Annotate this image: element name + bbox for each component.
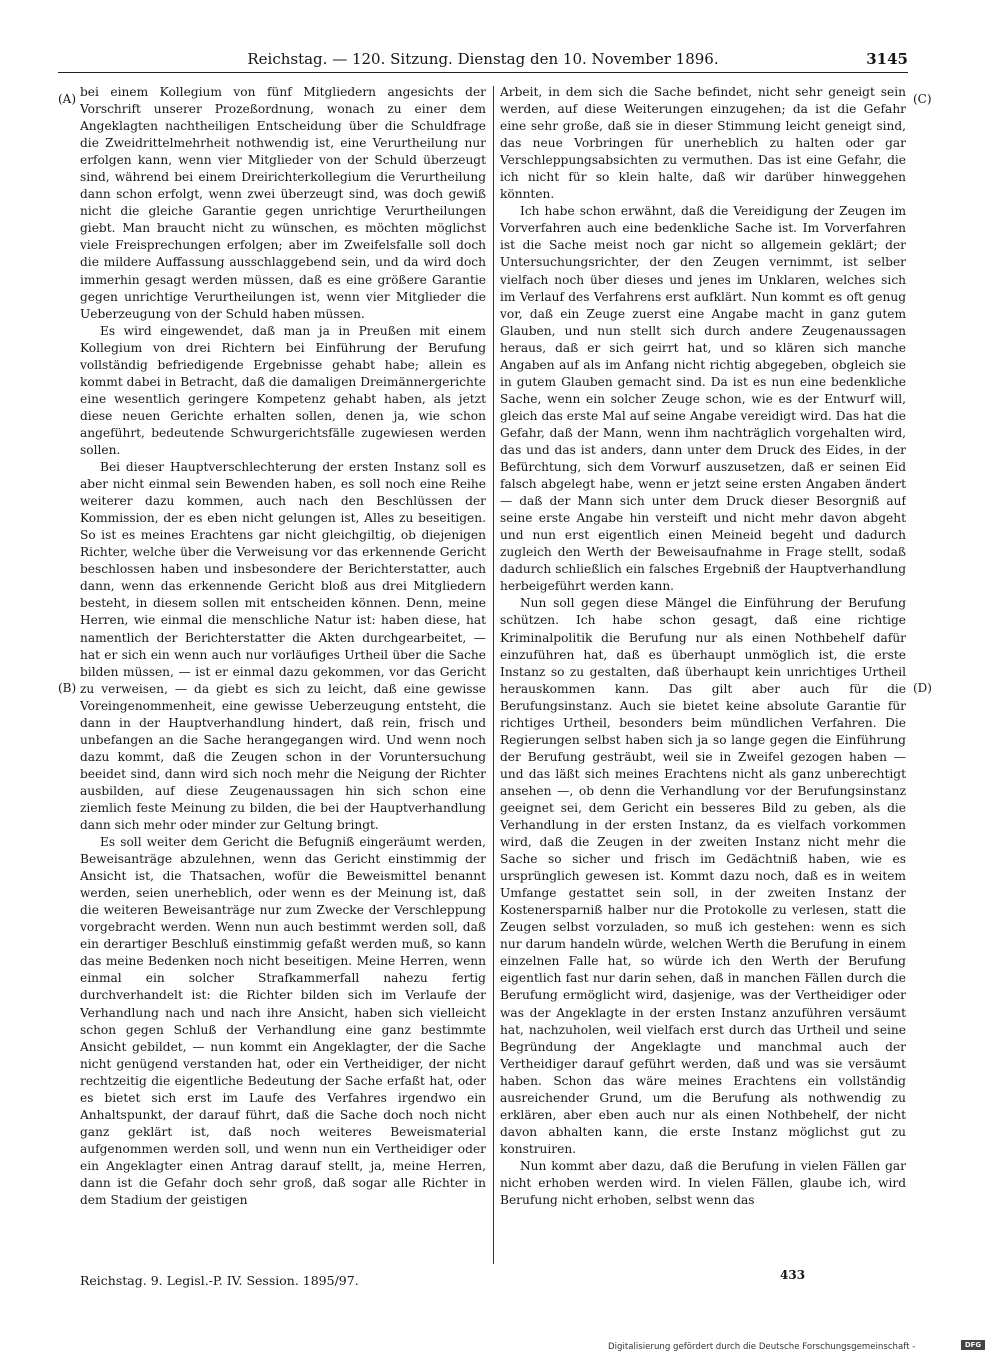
sheet-number: 433 [780,1268,806,1282]
left-text-column [80,84,486,1274]
paragraph: Nun soll gegen diese Mängel die Einführung der Berufung schützen. Ich habe schon gesagt, daß eine richtige Kriminalpolitik die Berufung nur als einen Nothbehelf dafür einzuführen hat, daß es überhaupt unmöglich ist, die erste Instanz so zu gestalten, daß überhaupt kein unrichtiges Urtheil herauskommen kann. Das gilt aber auch für die Berufungsinstanz. Auch sie bietet keine absolute Garantie für richtiges Urtheil, besonders beim mündlichen Verfahren. Die Regierungen selbst haben sich ja so lange gegen die Einführung der Berufung gesträubt, weil sie in Zweifel gezogen haben — und das läßt sich meines Erachtens nicht als ganz unberechtigt ansehen —, ob denn die Verhandlung vor der Berufungsinstanz geeignet sei, dem Gericht ein besseres Bild zu geben, als die Verhandlung in der ersten Instanz, da es vielfach vorkommen wird, daß die Zeugen in der zweiten Instanz nicht mehr die Sache so sicher und frisch im Gedächtniß haben, wie es ursprünglich gewesen ist. Kommt dazu noch, daß es in weitem Umfange gestattet sein soll, in der zweiten Instanz der Kostenersparniß halber nur die Protokolle zu verlesen, statt die Zeugen selbst vorzuladen, so muß ich gestehen: wenn es sich nur darum handeln würde, welchen Werth die Berufung in einem einzelnen Falle hat, so würde ich den Werth der Berufung eigentlich fast nur darin sehen, daß in manchen Fällen durch die Berufung ermöglicht wird, dasjenige, was der Vertheidiger oder was der Angeklagte in der ersten Instanz anzuführen versäumt hat, nachzuholen, weil vielfach erst durch das Urtheil und seine Begründung der Angeklagte und manchmal auch der Vertheidiger darauf geführt werden, daß und was sie versäumt haben. Schon das wäre meines Erachtens ein vollständig ausreichender Grund, um die Berufung als nothwendig zu erklären, aber eben auch nur als einen Nothbehelf, der nicht davon abhalten kann, die erste Instanz möglichst gut zu konstruiren. [500,596,906,1156]
page-number: 3145 [866,50,908,68]
margin-marker-b: (B) [58,681,77,695]
margin-marker-d: (D) [913,681,932,695]
paragraph: Nun kommt aber dazu, daß die Berufung in vielen Fällen gar nicht erhoben werden wird. In vielen Fällen, glaube ich, wird Berufung nicht erhoben, selbst wenn das [500,1158,906,1208]
paragraph: Es wird eingewendet, daß man ja in Preußen mit einem Kollegium von drei Richtern bei Einführung der Berufung vollständig befriedigende Ergebnisse gehabt habe; allein es kommt dabei in Betracht, daß die damaligen Dreimännergerichte eine wesentlich geringere Kompetenz gehabt haben, als jetzt diese neuen Gerichte erhalten sollen, denen ja, wie schon angeführt, bedeutende Schwurgerichtsfälle zugewiesen werden sollen. [80,323,486,457]
paragraph: bei einem Kollegium von fünf Mitgliedern angesichts der Vorschrift unserer Prozeßordnung, wonach zu einer dem Angeklagten nachtheiligen Entscheidung über die Schuldfrage die Zweidrittelmehrheit nothwendig ist, eine Verurtheilung nur erfolgen kann, wenn vier Mitglieder von der Schuld überzeugt sind, während bei einem Dreirichterkollegium die Verurtheilung dann schon erfolgt, wenn zwei überzeugt sind, was doch gewiß nicht die gleiche Garantie gegen unrichtige Verurtheilungen giebt. Man braucht nicht zu wünschen, es möchten möglichst viele Freisprechungen erfolgen; aber im Zweifelsfalle soll doch die mildere Auffassung ausschlaggebend sein, und da wird doch immerhin gesagt werden müssen, daß es eine größere Garantie gegen unrichtige Verurtheilungen ist, wenn vier Mitglieder die Ueberzeugung von der Schuld haben müssen. [80,85,486,321]
digitization-note: Digitalisierung gefördert durch die Deutsche Forschungsgemeinschaft - [608,1342,916,1352]
paragraph: Es soll weiter dem Gericht die Befugniß eingeräumt werden, Beweisanträge abzulehnen, wenn das Gericht einstimmig der Ansicht ist, die Thatsachen, wofür die Beweismittel benannt werden, seien unerheblich, oder wenn es der Meinung ist, daß die weiteren Beweisanträge nur zum Zwecke der Verschleppung vorgebracht werden. Wenn nun auch bestimmt werden soll, daß ein derartiger Beschluß einstimmig gefaßt werden muß, so kann das meine Bedenken noch nicht beseitigen. Meine Herren, wenn einmal ein solcher Strafkammerfall nahezu fertig durchverhandelt ist: die Richter bilden sich im Verlaufe der Verhandlung nach und nach ihre Ansicht, haben sich vielleicht schon gegen Schluß der Verhandlung eine ganz bestimmte Ansicht gebildet, — nun kommt ein Angeklagter, der die Sache nicht genügend verstanden hat, oder ein Vertheidiger, der nicht rechtzeitig die eigentliche Bedeutung der Sache erfaßt hat, oder es bietet sich erst im Laufe des Verfahres irgendwo ein Anhaltspunkt, der darauf führt, daß die Sache doch noch nicht ganz geklärt ist, daß noch weiteres Beweismaterial aufgenommen werden soll, und wenn nun ein Vertheidiger oder ein Angeklagter einen Antrag darauf stellt, ja, meine Herren, dann ist die Gefahr doch sehr groß, daß sogar alle Richter in dem Stadium der geistigen [80,835,486,1208]
column-divider [493,86,494,1264]
footer-citation: Reichstag. 9. Legisl.-P. IV. Session. 1895/97. [80,1273,359,1288]
page-header [58,50,908,73]
right-text-column [500,84,906,1274]
paragraph: Ich habe schon erwähnt, daß die Vereidigung der Zeugen im Vorverfahren auch eine bedenkliche Sache ist. Im Vorverfahren ist die Sache meist noch gar nicht so allgemein geklärt; der Untersuchungsrichter, der den Zeugen vernimmt, ist selber vielfach noch über dieses und jenes im Unklaren, welches sich im Verlauf des Verfahrens erst aufklärt. Nun kommt es oft genug vor, daß ein Zeuge zuerst eine Angabe macht in ganz gutem Glauben, und nun stellt sich durch andere Zeugenaussagen heraus, daß er sich geirrt hat, und so klären sich manche Angaben auf als im Anfang nicht richtig abgegeben, obgleich sie in gutem Glauben gemacht sind. Da ist es nun eine bedenkliche Sache, wenn ein solcher Zeuge schon, wie es der Entwurf will, gleich das erste Mal auf seine Angabe vereidigt wird. Das hat die Gefahr, daß der Mann, wenn ihm nachträglich vorgehalten wird, das und das ist anders, dann unter dem Druck des Eides, in der Befürchtung, sich dem Vorwurf auszusetzen, daß er seinen Eid falsch abgelegt habe, wenn er jetzt seine ersten Angaben ändert — daß der Mann sich unter dem Druck dieser Besorgniß auf seine erste Angabe hin versteift und nicht mehr davon abgeht und nun erst eigentlich einen Meineid begeht und dadurch zugleich den Werth der Beweisaufnahme in Frage stellt, sodaß dadurch schließlich ein falsches Ergebniß der Hauptverhandlung herbeigeführt werden kann. [500,204,906,594]
paragraph: Bei dieser Hauptverschlechterung der ersten Instanz soll es aber nicht einmal sein Bewenden haben, es soll noch eine Reihe weiterer dazu kommen, auch nach den Beschlüssen der Kommission, der es eben nicht gelungen ist, Alles zu beseitigen. So ist es meines Erachtens gar nicht gleichgiltig, ob diejenigen Richter, welche über die Verweisung vor das erkennende Gericht beschlossen haben und insbesondere der Berichterstatter, auch dann, wenn das erkennende Gericht bloß aus drei Mitgliedern besteht, in diesem sollen mit entscheiden können. Denn, meine Herren, wie einmal die menschliche Natur ist: haben diese, hat namentlich der Berichterstatter die Akten durchgearbeitet, — hat er sich ein wenn auch nur vorläufiges Urtheil über die Sache bilden müssen, — ist er einmal dazu gekommen, vor das Gericht zu verweisen, — da giebt es sich zu leicht, daß eine gewisse Voreingenommenheit, eine gewisse Ueberzeugung entsteht, die dann in der Hauptverhandlung hindert, daß rein, frisch und unbefangen an die Sache herangegangen wird. Und wenn noch dazu kommt, daß die Zeugen schon in der Voruntersuchung beeidet sind, dann wird sich noch mehr die Neigung der Richter ausbilden, auf diese Zeugenaussagen hin sich schon eine ziemlich feste Meinung zu bilden, die bei der Hauptverhandlung dann sich mehr oder minder zur Geltung bringt. [80,460,486,833]
running-title: Reichstag. — 120. Sitzung. Dienstag den 10. November 1896. [247,50,719,68]
dfg-logo-icon: DFG [961,1340,985,1350]
paragraph: Arbeit, in dem sich die Sache befindet, nicht sehr geneigt sein werden, auf diese Weiterungen einzugehen; da ist die Gefahr eine sehr große, daß sie in dieser Stimmung leicht geneigt sind, das neue Vorbringen für unerheblich zu halten oder gar Verschleppungsabsichten zu vermuthen. Das ist eine Gefahr, die ich nicht für so klein halte, daß wir darüber hinweggehen könnten. [500,85,906,202]
margin-marker-c: (C) [913,92,932,106]
margin-marker-a: (A) [58,92,77,106]
